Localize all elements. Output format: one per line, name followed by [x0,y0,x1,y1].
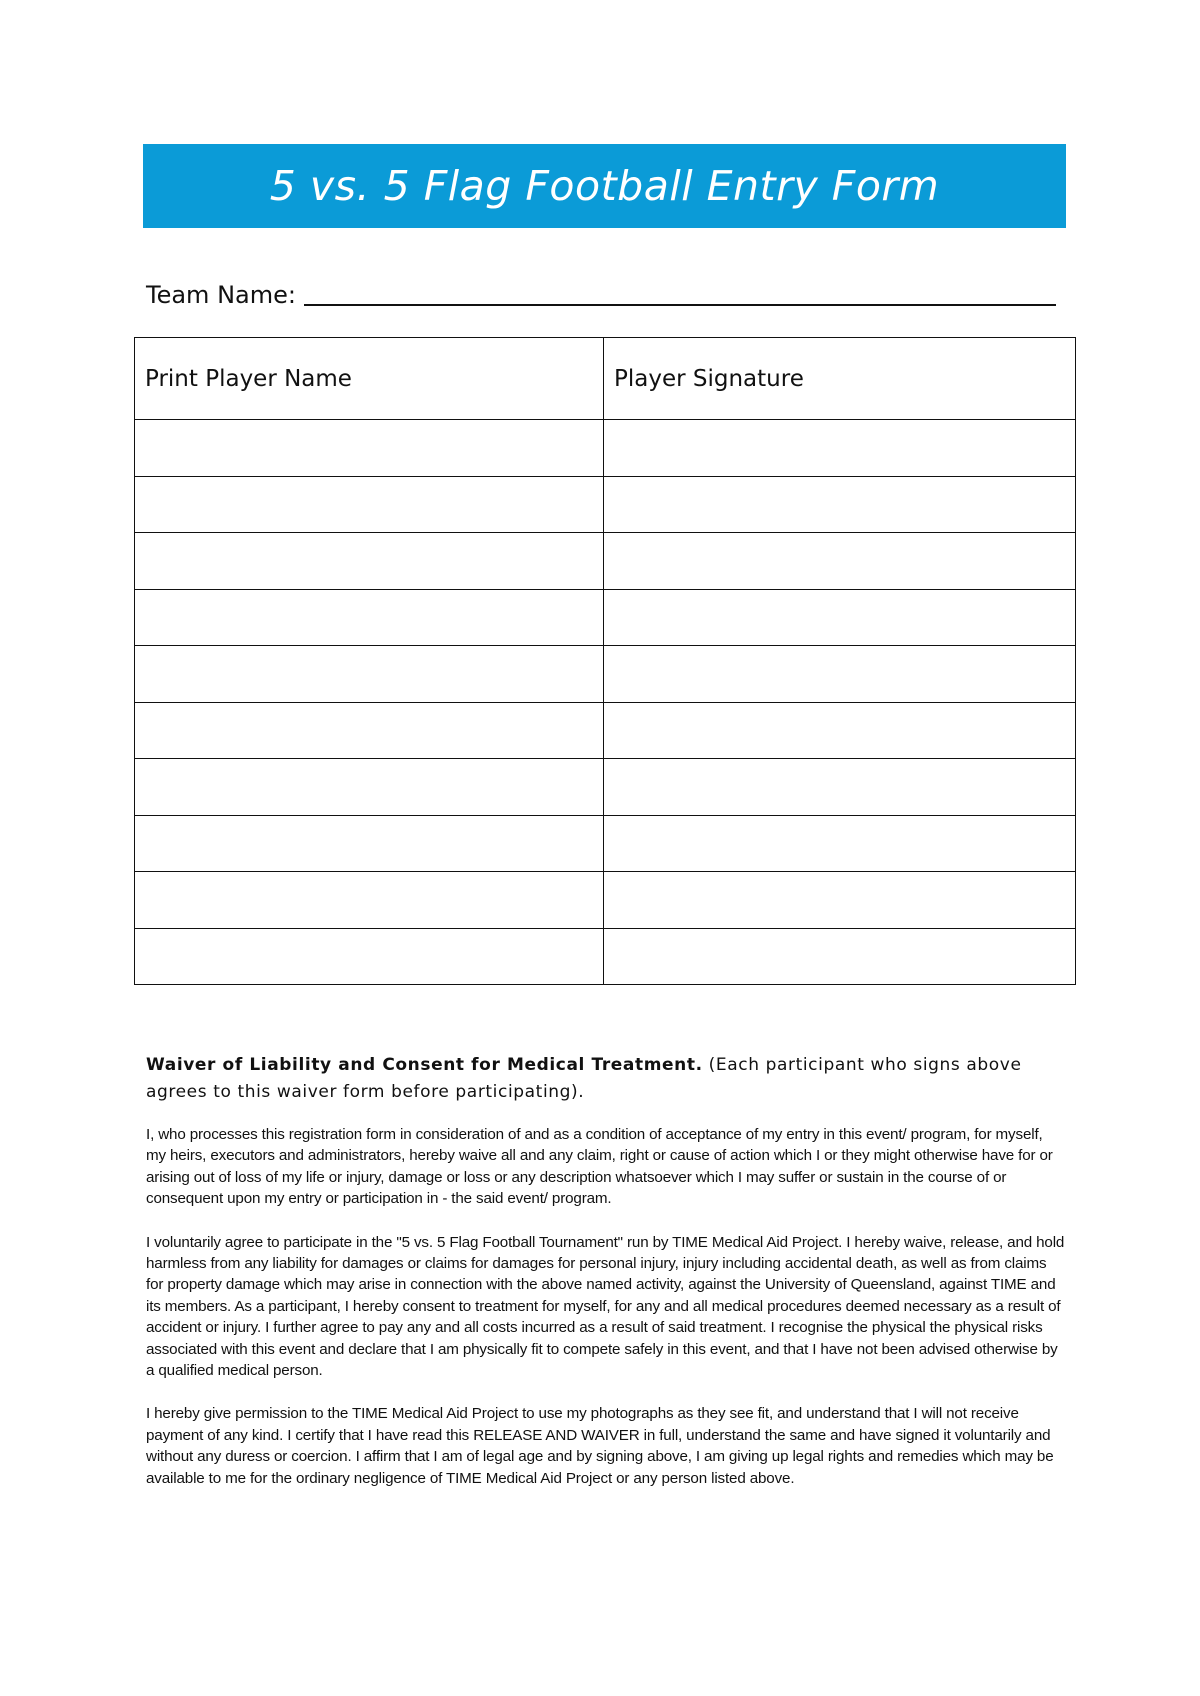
player-signature-cell[interactable] [604,589,1076,646]
column-header-player-signature: Player Signature [604,338,1076,420]
table-row [135,815,1076,872]
waiver-paragraph-photo-permission: I hereby give permission to the TIME Medical Aid Project to use my photographs as they see fit, and understand that I will not receive payment of any kind. I certify that I have read this RELEASE AND WAIVER in full, understand the same and have signed it voluntarily and without any duress or coercion. I affirm that I am of legal age and by signing above, I am giving up legal rights and remedies which may be available to me for the ordinary negligence of TIME Medical Aid Project or any person listed above. [146,1405,1054,1487]
waiver-heading-bold: Waiver of Liability and Consent for Medical Treatment. [146,1055,703,1075]
table-row [135,589,1076,646]
player-name-cell[interactable] [135,872,604,929]
table-row [135,702,1076,759]
waiver-heading-note: (Each participant who signs above agrees to this waiver form before participating). [146,1055,1022,1102]
roster-body [135,420,1076,985]
player-name-cell[interactable] [135,928,604,985]
column-header-player-name: Print Player Name [135,338,604,420]
player-signature-cell[interactable] [604,759,1076,816]
team-name-field[interactable] [304,276,1056,306]
player-signature-cell[interactable] [604,476,1076,533]
waiver-paragraph-release: I, who processes this registration form in consideration of and as a condition of acceptance of my entry in this event/ program, for myself, my heirs, executors and administrators, hereby waive all and any claim, right or cause of action which I or they might otherwise have for or arising out of loss of my life or injury, damage or loss or any description whatsoever which I may suffer or sustain in the course of or consequent upon my entry or participation in - the said event/ program. [146,1126,1053,1208]
table-row [135,476,1076,533]
player-name-cell[interactable] [135,815,604,872]
player-name-cell[interactable] [135,533,604,590]
table-row [135,872,1076,929]
player-signature-cell[interactable] [604,702,1076,759]
table-row [135,928,1076,985]
player-name-cell[interactable] [135,646,604,703]
team-name-label: Team Name: [146,281,296,309]
player-roster-table [134,337,1076,985]
waiver-paragraph-consent: I voluntarily agree to participate in the "5 vs. 5 Flag Football Tournament" run by TIME Medical Aid Project. I hereby waive, release, and hold harmless from any liability for damages or claims for damages for personal injury, injury including accidental death, as well as from claims for property damage which may arise in connection with the above named activity, against the University of Queensland, against TIME and its members. As a participant, I hereby consent to treatment for myself, for any and all medical procedures deemed necessary as a result of accident or injury. I further agree to pay any and all costs incurred as a result of said treatment. I recognise the physical the physical risks associated with this event and declare that I am physically fit to compete safely in this event, and that I have not been advised otherwise by a qualified medical person. [146,1233,1065,1380]
player-name-cell[interactable] [135,759,604,816]
table-row [135,646,1076,703]
table-header-row [135,338,1076,420]
table-row [135,533,1076,590]
player-name-cell[interactable] [135,476,604,533]
table-row [135,759,1076,816]
player-name-cell[interactable] [135,420,604,477]
player-name-cell[interactable] [135,589,604,646]
waiver-section [146,1052,1066,1511]
waiver-heading [146,1052,1066,1106]
form-title: 5 vs. 5 Flag Football Entry Form [269,162,940,210]
player-signature-cell[interactable] [604,815,1076,872]
player-signature-cell[interactable] [604,533,1076,590]
table-row [135,420,1076,477]
player-signature-cell[interactable] [604,420,1076,477]
player-signature-cell[interactable] [604,928,1076,985]
player-signature-cell[interactable] [604,872,1076,929]
player-name-cell[interactable] [135,702,604,759]
team-name-row [146,276,1056,310]
title-banner [143,144,1066,228]
player-signature-cell[interactable] [604,646,1076,703]
